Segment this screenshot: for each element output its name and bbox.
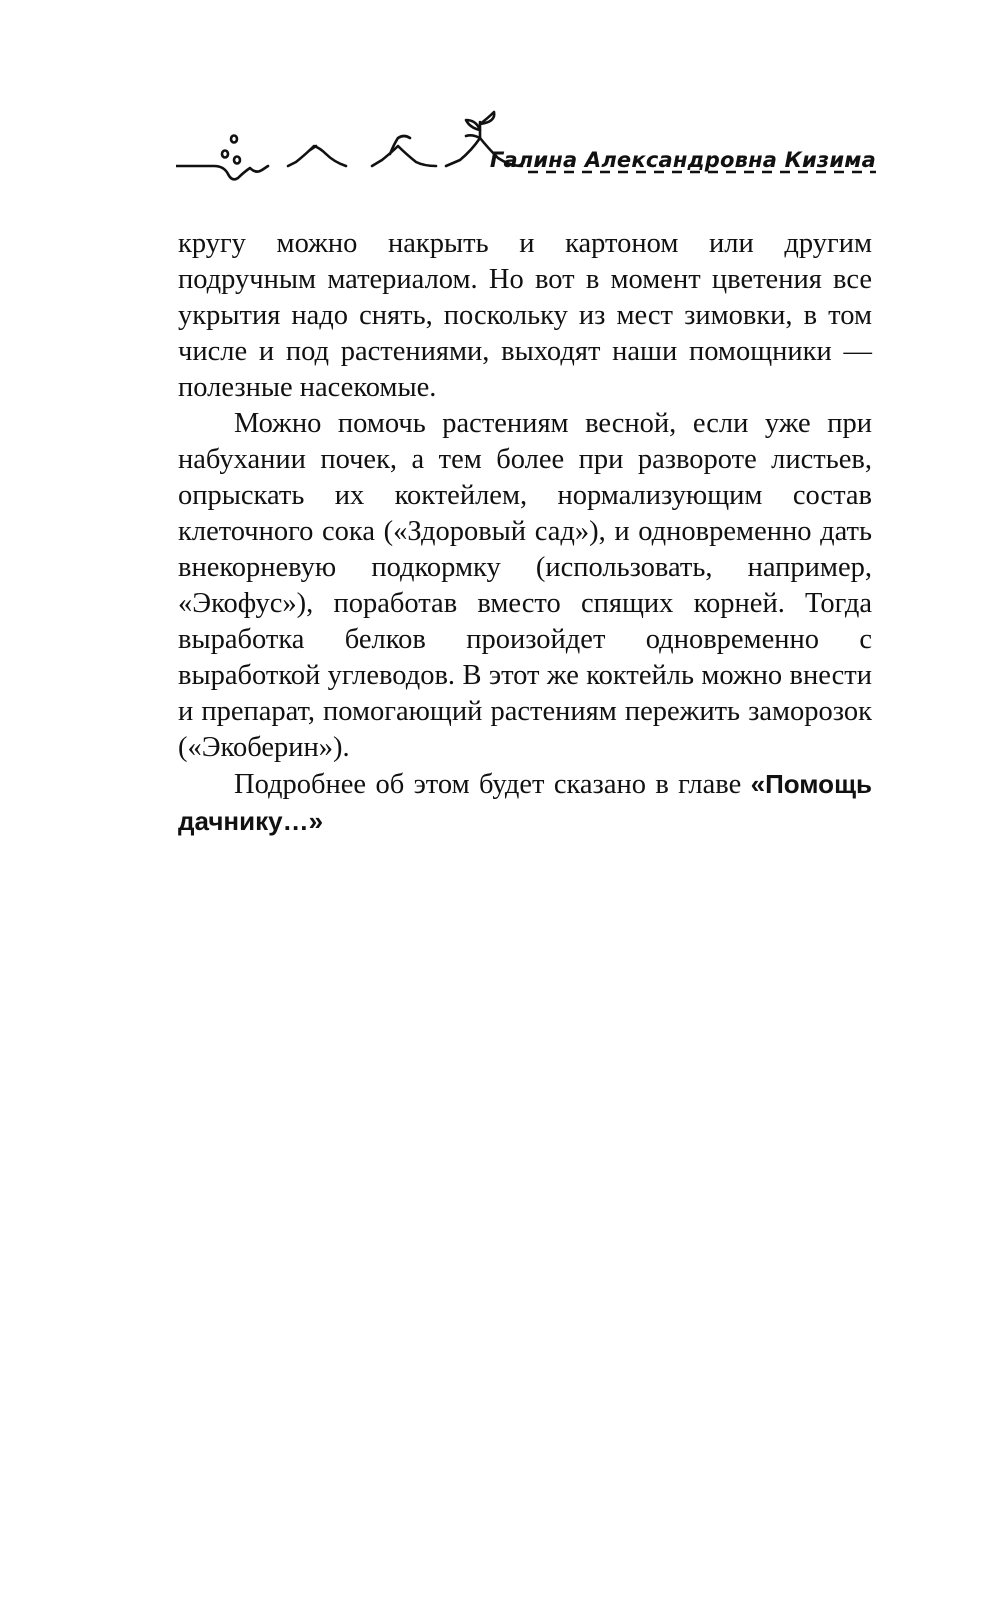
paragraph — [178, 766, 872, 840]
paragraph: Можно помочь растениям весной, если уже при набухании почек, а тем более при развороте листьев, опрыскать их коктейлем, нормализующим состав клеточного сока («Здоровый сад»), и одновременно дать внекорневую подкормку (использовать, например, «Экофус»), поработав вместо спящих корней. Тогда выработка белков произойдет одновременно с выработкой углеводов. В этот же коктейль можно внести и препарат, помогающий растениям пережить заморозок («Экоберин»). — [178, 408, 872, 763]
running-header — [176, 108, 876, 188]
page-body — [178, 226, 872, 840]
author-name: Галина Александровна Кизима — [489, 148, 876, 172]
chapter-reference: «Помощь дачнику…» — [178, 769, 872, 836]
paragraph-text: Подробнее об этом будет сказано в главе — [234, 769, 751, 800]
paragraph: кругу можно накрыть и картоном или другим подручным материалом. Но вот в момент цветения все укрытия надо снять, поскольку из мест зимовки, в том числе и под растениями, выходят наши помощники — полезные насекомые. — [178, 228, 872, 403]
